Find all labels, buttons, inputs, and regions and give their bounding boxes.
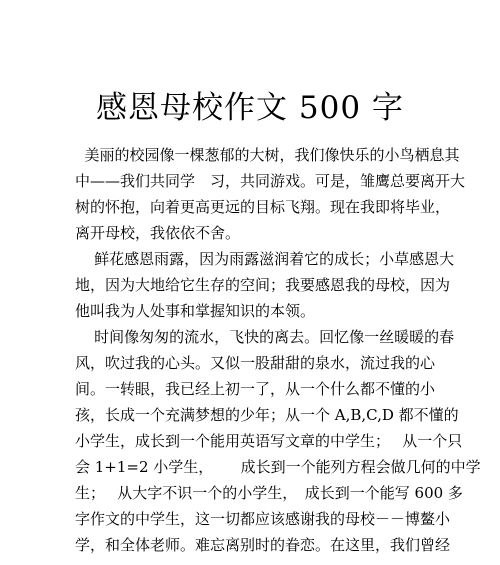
essay-line: 地，因为大地给它生存的空间；我要感恩我的母校，因为 [75, 276, 451, 294]
essay-line: 时间像匆匆的流水，飞快的离去。回忆像一丝暖暖的春 [75, 328, 455, 346]
essay-line: 小学生，成长到一个能用英语写文章的中学生； 从一个只 [75, 432, 463, 450]
essay-line: 间。一转眼，我已经上初一了，从一个什么都不懂的小 [75, 380, 436, 398]
essay-line: 中——我们共同学 习，共同游戏。可是，雏鹰总要离开大 [75, 172, 466, 190]
essay-line: 风，吹过我的心头。又似一股甜甜的泉水，流过我的心 [75, 354, 436, 372]
essay-line: 字作文的中学生，这一切都应该感谢我的母校－－博鳌小 [75, 510, 451, 528]
essay-line: 会 1+1=2 小学生， 成长到一个能列方程会做几何的中学 [75, 458, 481, 476]
essay-line: 学，和全体老师。难忘离别时的眷恋。在这里，我们曾经 [75, 536, 451, 554]
essay-line: 离开母校，我依依不舍。 [75, 224, 241, 242]
essay-line: 鲜花感恩雨露，因为雨露滋润着它的成长；小草感恩大 [75, 250, 455, 268]
essay-line: 树的怀抱，向着更高更远的目标飞翔。现在我即将毕业， [75, 198, 451, 216]
essay-line: 美丽的校园像一棵葱郁的大树，我们像快乐的小鸟栖息其 [75, 146, 460, 164]
essay-line: 他叫我为人处事和掌握知识的本领。 [75, 302, 316, 320]
essay-line: 生； 从大字不识一个的小学生， 成长到一个能写 600 多 [75, 484, 463, 502]
essay-line: 孩，长成一个充满梦想的少年；从一个 A,B,C,D 都不懂的 [75, 406, 459, 424]
essay-title: 感恩母校作文 500 字 [96, 90, 404, 126]
